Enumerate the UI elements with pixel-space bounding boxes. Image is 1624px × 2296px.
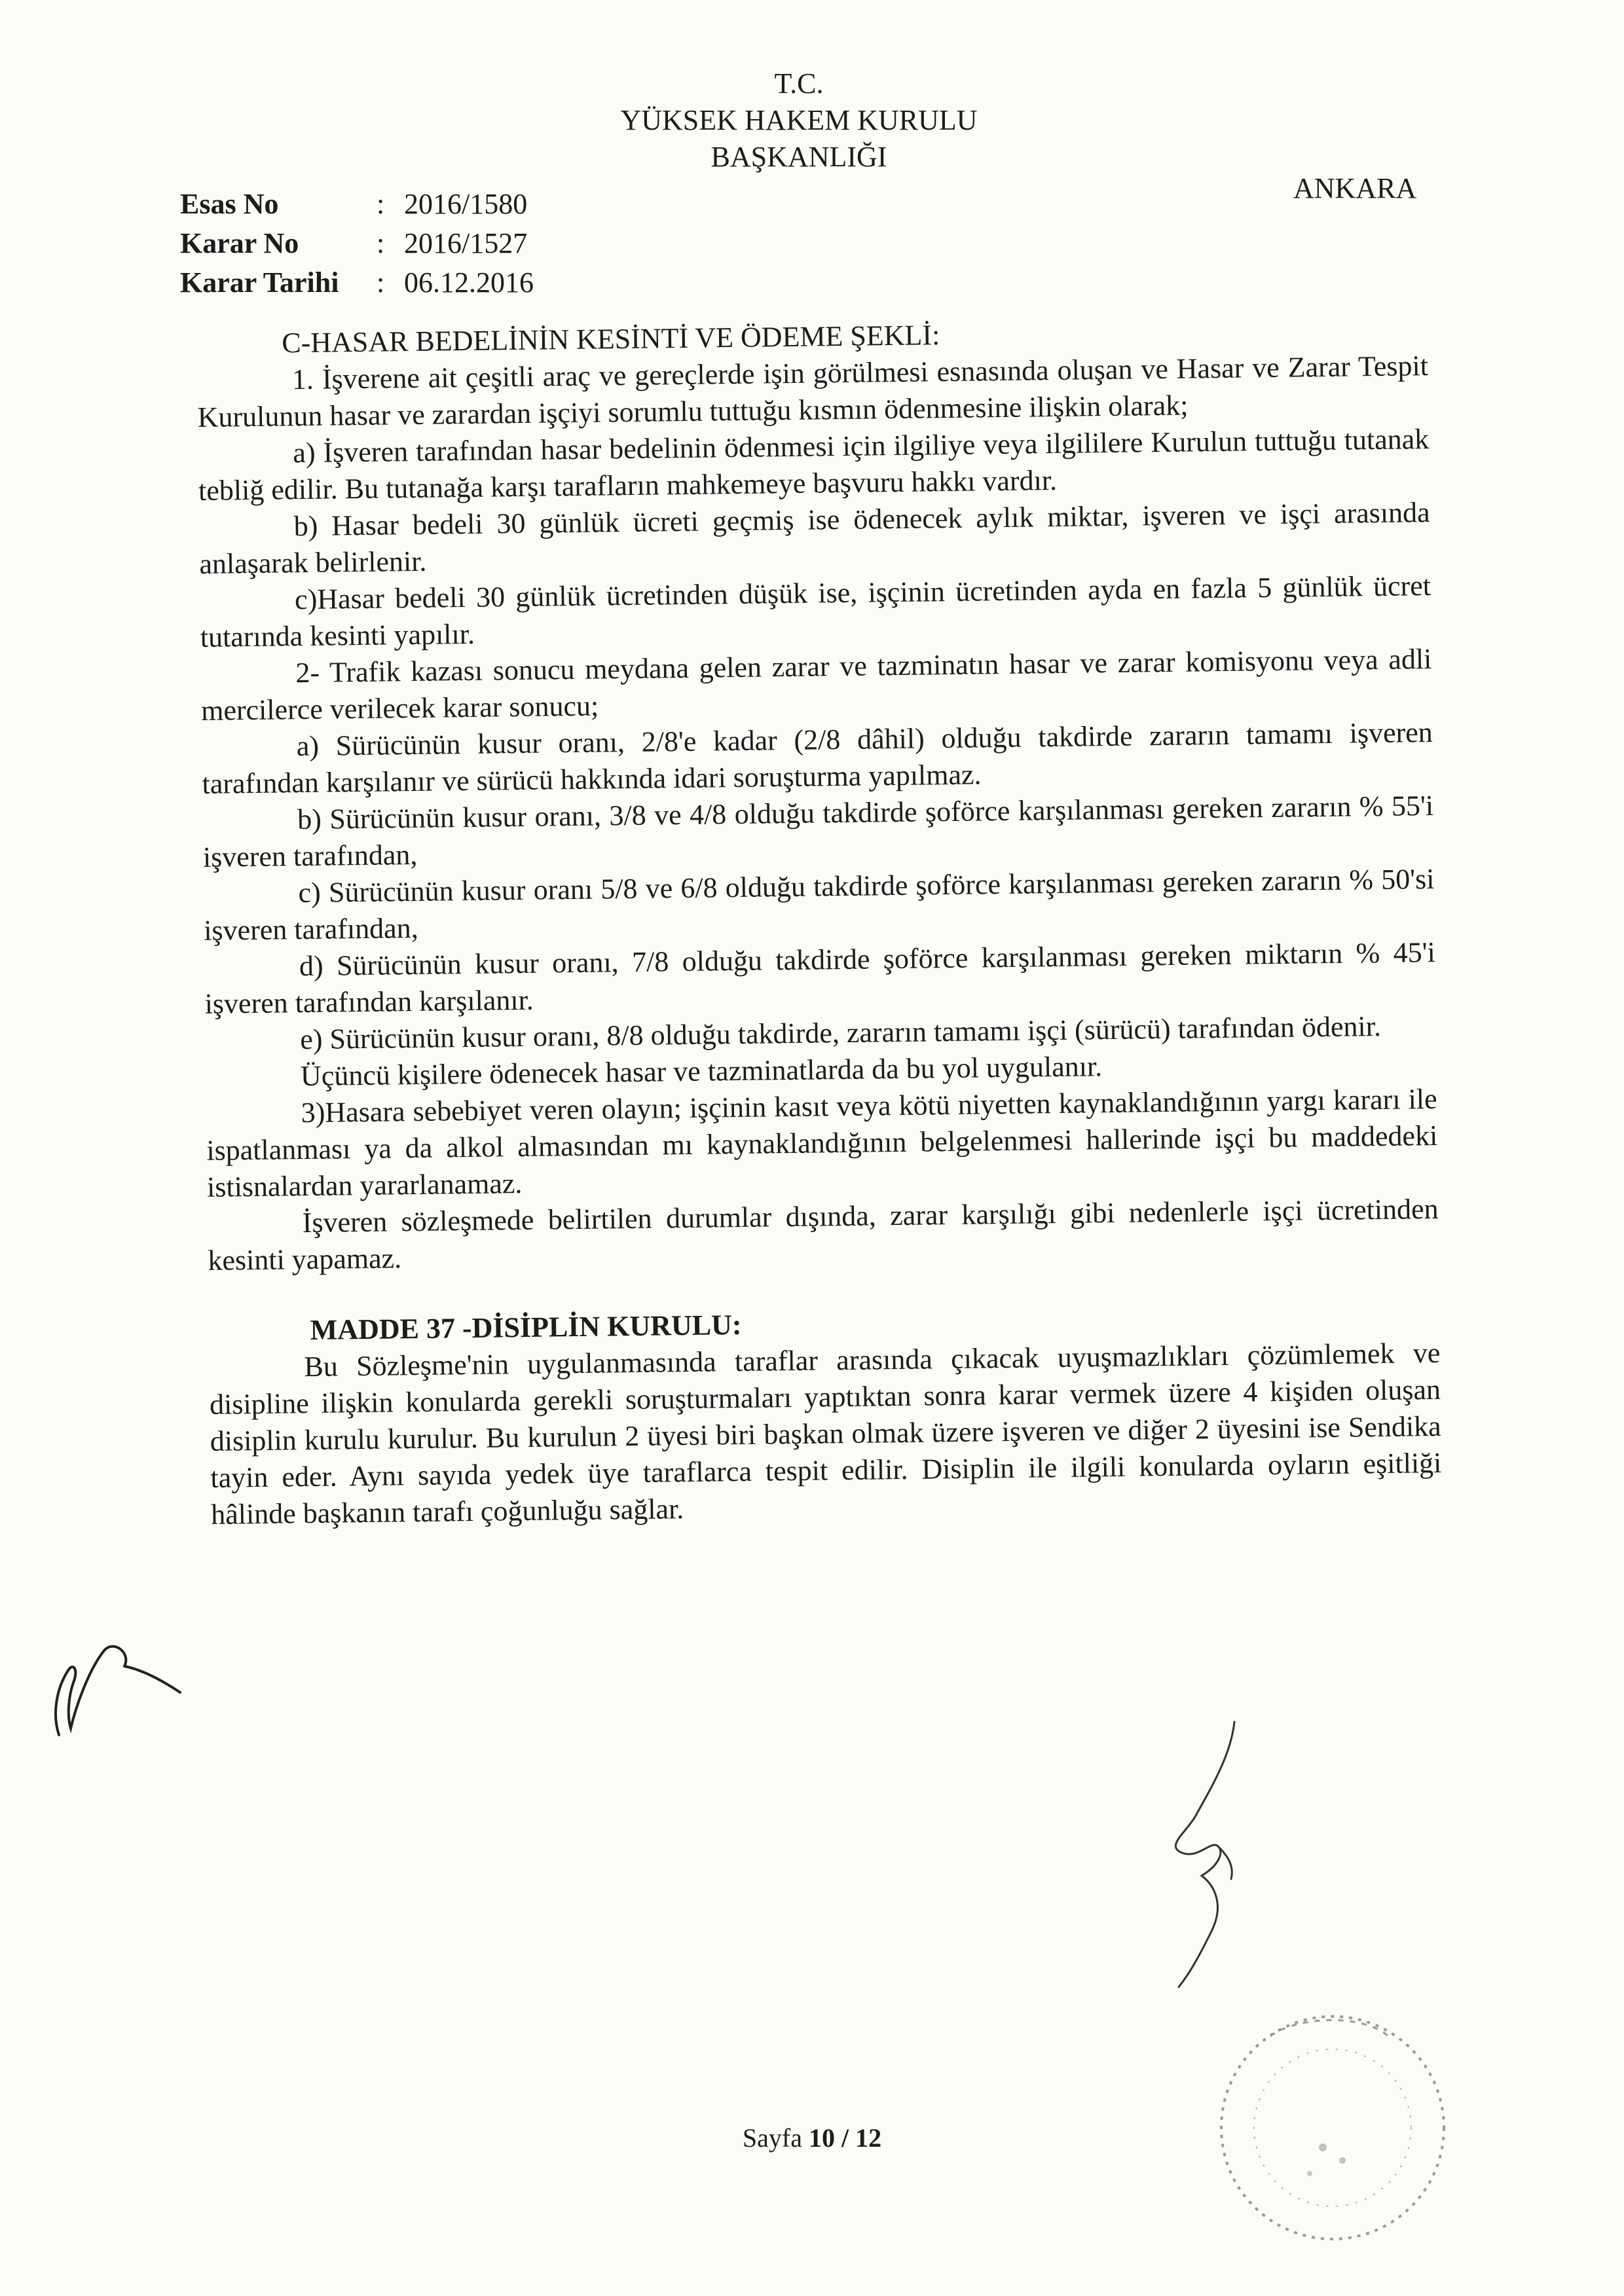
- paragraph-2: 2- Trafik kazası sonucu meydana gelen zarar ve tazminatın hasar ve zarar komisyonu veya adli mercilerce verilecek karar sonucu;: [200, 642, 1432, 727]
- official-stamp: [1192, 1977, 1473, 2259]
- paragraph-2a: a) Sürücünün kusur oranı, 2/8'e kadar (2/8 dâhil) olduğu takdirde zararın tamamı işveren tarafından karşılanır ve sürücü hakkında idari soruşturma yapılmaz.: [202, 716, 1433, 800]
- paragraph-1: 1. İşverene ait çeşitli araç ve gereçlerde işin görülmesi esnasında oluşan ve Hasar ve Zarar Tespit Kurulunun hasar ve zarardan işçiyi sorumlu tuttuğu kısmın ödenmesine ilişkin olarak;: [197, 350, 1429, 433]
- initials-signature-mark: [33, 1630, 183, 1755]
- page-number: 10 / 12: [808, 2123, 882, 2153]
- paragraph-2e: e) Sürücünün kusur oranı, 8/8 olduğu takdirde, zararın tamamı işçi (sürücü) tarafından ödenir.: [300, 1010, 1382, 1056]
- handwritten-signature: [1139, 1709, 1270, 1997]
- header-city: ANKARA: [1293, 172, 1417, 204]
- meta-colon: :: [377, 188, 385, 220]
- karar-label: Karar No: [180, 227, 299, 259]
- paragraph-1c: c)Hasar bedeli 30 günlük ücretinden düşük ise, işçinin ücretinden ayda en fazla 5 günlük ücret tutarında kesinti yapılır.: [200, 570, 1431, 653]
- paragraph-3: 3)Hasara sebebiyet veren olayın; işçinin kasıt veya kötü niyetten kaynaklandığının yargı kararı ile ispatlanması ya da alkol almasından mı kaynaklandığının belgelenmesi hallerinde işçi bu maddedeki istisnalardan yararlanamaz.: [206, 1082, 1438, 1203]
- paragraph-1a: a) İşveren tarafından hasar bedelinin ödenmesi için ilgiliye veya ilgililere Kurulun tuttuğu tutanak tebliğ edilir. Bu tutanağa karşı tarafların mahkemeye başvuru hakkı vardır.: [198, 423, 1430, 507]
- meta-tarih-row: [180, 263, 534, 302]
- esas-label: Esas No: [180, 188, 279, 220]
- paragraph-2b: b) Sürücünün kusur oranı, 3/8 ve 4/8 olduğu takdirde şoförce karşılanması gereken zararın % 55'i işveren tarafından,: [202, 789, 1434, 873]
- karar-value: 2016/1527: [404, 227, 528, 259]
- paragraph-2d: d) Sürücünün kusur oranı, 7/8 olduğu takdirde şoförce karşılanması gereken miktarın % 45'i işveren tarafından karşılanır.: [204, 936, 1436, 1020]
- paragraph-third-parties: Üçüncü kişilere ödenecek hasar ve tazminatlarda da bu yol uygulanır.: [300, 1050, 1103, 1093]
- meta-esas-row: [180, 185, 534, 224]
- article-37-title: MADDE 37 -DİSİPLİN KURULU:: [310, 1308, 742, 1346]
- meta-colon: :: [377, 266, 385, 299]
- paragraph-2c: c) Sürücünün kusur oranı 5/8 ve 6/8 olduğu takdirde şoförce karşılanması gereken zararın % 50'si işveren tarafından,: [203, 862, 1435, 947]
- esas-value: 2016/1580: [404, 188, 528, 220]
- article-37-text: Bu Sözleşme'nin uygulanmasında taraflar arasında çıkacak uyuşmazlıkları çözümlemek ve disipline ilişkin konularda gerekli soruşturmaları yaptıktan sonra karar vermek üzere 4 kişiden oluşan disiplin kurulu kurulur. Bu kurulun 2 üyesi biri başkan olmak üzere işveren ve diğer 2 üyesini ise Sendika tayin eder. Aynı sayıda yedek üye taraflarca tespit edilir. Disiplin ile ilgili konularda oyların eşitliği hâlinde başkanın tarafı çoğunluğu sağlar.: [209, 1336, 1442, 1531]
- page-footer: [0, 2123, 1624, 2153]
- case-meta: [180, 185, 534, 302]
- paragraph-employer: İşveren sözleşmede belirtilen durumlar dışında, zarar karşılığı gibi nedenlerle işçi ücretinden kesinti yapamaz.: [208, 1192, 1439, 1277]
- meta-karar-row: [180, 224, 534, 263]
- document-body: [196, 311, 1442, 1533]
- section-heading-c: C-HASAR BEDELİNİN KESİNTİ VE ÖDEME ŞEKLİ:: [282, 319, 940, 359]
- meta-colon: :: [377, 227, 385, 259]
- header-tc: T.C.: [774, 67, 824, 100]
- paragraph-1b: b) Hasar bedeli 30 günlük ücreti geçmiş ise ödenecek aylık miktar, işveren ve işçi arasında anlaşarak belirlenir.: [199, 496, 1430, 580]
- page-number-prefix: Sayfa: [742, 2123, 809, 2153]
- tarih-value: 06.12.2016: [404, 266, 534, 299]
- tarih-label: Karar Tarihi: [180, 266, 339, 299]
- header-presidency: BAŞKANLIĞI: [710, 141, 887, 173]
- header-institution: YÜKSEK HAKEM KURULU: [620, 104, 978, 136]
- document-header: [537, 65, 1061, 175]
